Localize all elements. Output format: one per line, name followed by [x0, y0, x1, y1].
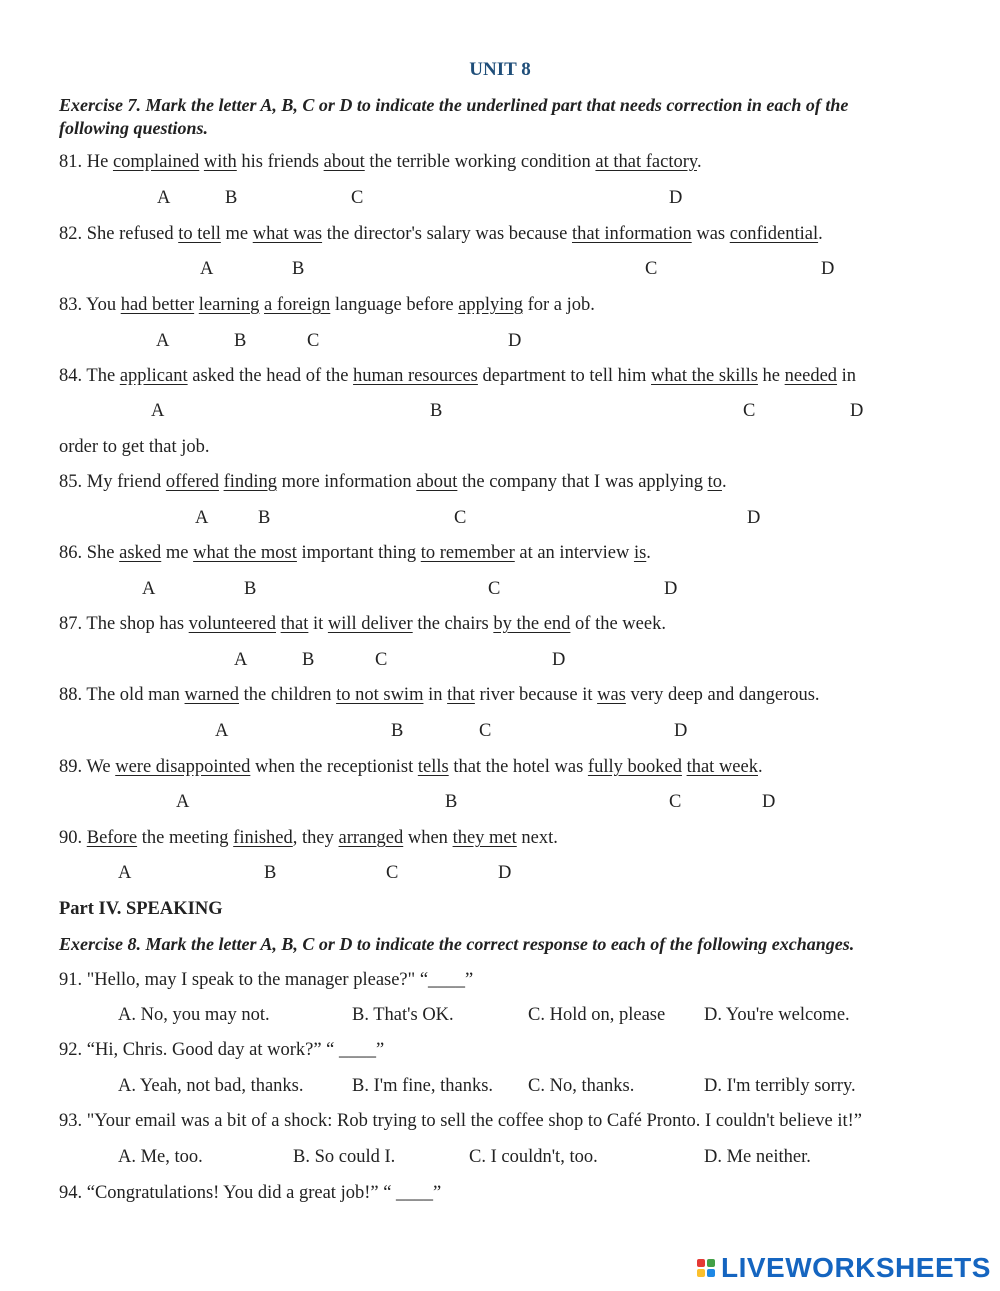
letter-d: D	[669, 188, 683, 208]
question-86	[59, 543, 651, 564]
option-d[interactable]: D. Me neither.	[704, 1147, 811, 1167]
text-segment: was	[691, 224, 730, 244]
text-segment: .	[757, 757, 763, 777]
question-94: 94. “Congratulations! You did a great job!” “ ____”	[59, 1183, 442, 1203]
underlined-part-c: will deliver	[327, 614, 413, 634]
letter-b: B	[244, 579, 257, 599]
letter-c: C	[307, 331, 320, 351]
underlined-part-d: by the end	[493, 614, 571, 634]
underlined-part-c: a foreign	[264, 295, 331, 315]
underlined-part-a: volunteered	[188, 614, 276, 634]
underlined-part-a: applicant	[119, 366, 188, 386]
underlined-part-a: Before	[86, 828, 138, 848]
underlined-part-a: had better	[120, 295, 195, 315]
question-84-continuation: order to get that job.	[59, 437, 210, 457]
underlined-part-d: is	[633, 543, 647, 563]
letter-b: B	[292, 259, 305, 279]
text-segment: the director's salary was because	[322, 224, 572, 244]
underlined-part-c: about	[323, 152, 365, 172]
letter-a: A	[142, 579, 156, 599]
question-81	[59, 152, 702, 173]
letter-a: A	[118, 863, 132, 883]
question-90	[59, 828, 558, 849]
letter-d: D	[850, 401, 864, 421]
underlined-part-b: tells	[417, 757, 449, 777]
underlined-part-b: what was	[252, 224, 323, 244]
letter-b: B	[264, 863, 277, 883]
text-segment: 88. The old man	[59, 685, 185, 705]
text-segment: me	[220, 224, 253, 244]
letter-a: A	[234, 650, 248, 670]
text-segment: that the hotel was	[448, 757, 588, 777]
letter-d: D	[552, 650, 566, 670]
text-segment: the chairs	[412, 614, 494, 634]
letter-c: C	[375, 650, 388, 670]
text-segment: the terrible working condition	[364, 152, 596, 172]
exercise7-instruction-line2: following questions.	[59, 118, 209, 138]
underlined-part-c: to remember	[420, 543, 515, 563]
text-segment: 81. He	[59, 152, 113, 172]
underlined-part-a: offered	[165, 472, 219, 492]
logo-square-yellow	[697, 1269, 705, 1277]
letter-a: A	[200, 259, 214, 279]
question-93: 93. "Your email was a bit of a shock: Rob trying to sell the coffee shop to Café Pronto. I couldn't believe it!”	[59, 1111, 862, 1131]
option-c[interactable]: C. No, thanks.	[528, 1076, 635, 1096]
text-segment: it	[308, 614, 328, 634]
option-a[interactable]: A. Me, too.	[118, 1147, 203, 1167]
option-d[interactable]: D. I'm terribly sorry.	[704, 1076, 856, 1096]
letter-b: B	[445, 792, 458, 812]
text-segment: 89. We	[59, 757, 116, 777]
text-segment: 85. My friend	[59, 472, 166, 492]
option-b[interactable]: B. So could I.	[293, 1147, 396, 1167]
question-83	[59, 295, 595, 316]
text-segment: his friends	[236, 152, 324, 172]
text-segment: in	[837, 366, 857, 386]
underlined-part-d: needed	[784, 366, 838, 386]
page-title: UNIT 8	[469, 59, 531, 80]
underlined-part-c: what the skills	[651, 366, 758, 386]
underlined-part-d: at that factory	[595, 152, 697, 172]
letter-c: C	[479, 721, 492, 741]
letter-d: D	[762, 792, 776, 812]
text-segment: of the week.	[570, 614, 666, 634]
text-segment: 84. The	[59, 366, 120, 386]
exercise7-instruction-line1: Exercise 7. Mark the letter A, B, C or D to indicate the underlined part that needs correction in each of the	[59, 95, 849, 115]
underlined-part-d: that week	[686, 757, 758, 777]
question-91: 91. "Hello, may I speak to the manager please?" “____”	[59, 970, 474, 990]
underlined-part-d: applying	[458, 295, 523, 315]
letter-b: B	[430, 401, 443, 421]
underlined-part-b: finished	[233, 828, 293, 848]
text-segment: next.	[516, 828, 558, 848]
question-82	[59, 224, 823, 245]
letter-d: D	[674, 721, 688, 741]
option-d[interactable]: D. You're welcome.	[704, 1005, 850, 1025]
option-c[interactable]: C. I couldn't, too.	[469, 1147, 598, 1167]
option-c[interactable]: C. Hold on, please	[528, 1005, 666, 1025]
underlined-part-a: asked	[119, 543, 162, 563]
text-segment: 82. She refused	[59, 224, 179, 244]
underlined-part-a: were disappointed	[115, 757, 251, 777]
text-segment: river because it	[474, 685, 598, 705]
question-84	[59, 366, 856, 387]
underlined-part-b: to not swim	[336, 685, 424, 705]
text-segment: .	[646, 543, 651, 563]
part-heading: Part IV. SPEAKING	[59, 899, 223, 919]
question-87	[59, 614, 666, 635]
letter-a: A	[176, 792, 190, 812]
underlined-part-d: to	[707, 472, 722, 492]
text-segment: 87. The shop has	[59, 614, 189, 634]
option-b[interactable]: B. I'm fine, thanks.	[352, 1076, 494, 1096]
question-85	[59, 472, 727, 493]
underlined-part-b: learning	[198, 295, 260, 315]
underlined-part-d: was	[597, 685, 626, 705]
letter-d: D	[821, 259, 835, 279]
letter-a: A	[151, 401, 165, 421]
text-segment: the children	[239, 685, 337, 705]
text-segment: the meeting	[137, 828, 234, 848]
letter-b: B	[234, 331, 247, 351]
text-segment: , they	[292, 828, 339, 848]
underlined-part-c: that	[447, 685, 475, 705]
underlined-part-b: human resources	[353, 366, 478, 386]
text-segment: 83. You	[59, 295, 121, 315]
text-segment: important thing	[296, 543, 421, 563]
underlined-part-b: that	[280, 614, 309, 634]
underlined-part-a: warned	[184, 685, 239, 705]
letter-c: C	[488, 579, 501, 599]
liveworksheets-logo[interactable]	[697, 1252, 991, 1284]
option-b[interactable]: B. That's OK.	[352, 1005, 454, 1025]
text-segment: at an interview	[514, 543, 634, 563]
exercise8-instruction: Exercise 8. Mark the letter A, B, C or D to indicate the correct response to each of the following exchanges.	[59, 934, 855, 954]
liveworksheets-logo-icon	[697, 1259, 715, 1277]
letter-a: A	[157, 188, 171, 208]
text-segment: when	[403, 828, 453, 848]
text-segment: for a job.	[522, 295, 595, 315]
underlined-part-c: fully booked	[587, 757, 682, 777]
logo-square-red	[697, 1259, 705, 1267]
text-segment: when the receptionist	[250, 757, 418, 777]
text-segment: he	[757, 366, 785, 386]
text-segment: .	[818, 224, 823, 244]
text-segment: very deep and dangerous.	[625, 685, 820, 705]
text-segment: .	[721, 472, 727, 492]
letter-a: A	[156, 331, 170, 351]
question-88	[59, 685, 820, 706]
letter-b: B	[391, 721, 404, 741]
underlined-part-a: to tell	[178, 224, 221, 244]
letter-a: A	[215, 721, 229, 741]
underlined-part-b: with	[203, 152, 237, 172]
option-a[interactable]: A. No, you may not.	[118, 1005, 270, 1025]
letter-c: C	[454, 508, 467, 528]
logo-text: LIVEWORKSHEETS	[721, 1252, 991, 1283]
question-92: 92. “Hi, Chris. Good day at work?” “ ____”	[59, 1040, 385, 1060]
letter-b: B	[225, 188, 238, 208]
logo-square-green	[707, 1259, 715, 1267]
letter-c: C	[743, 401, 756, 421]
text-segment: in	[423, 685, 448, 705]
letter-c: C	[669, 792, 682, 812]
text-segment: 90.	[59, 828, 87, 848]
option-a[interactable]: A. Yeah, not bad, thanks.	[118, 1076, 304, 1096]
letter-c: C	[351, 188, 364, 208]
question-89	[59, 757, 763, 778]
underlined-part-b: what the most	[193, 543, 297, 563]
text-segment: language before	[330, 295, 459, 315]
letter-d: D	[664, 579, 678, 599]
letter-d: D	[498, 863, 512, 883]
underlined-part-d: confidential	[729, 224, 819, 244]
text-segment: asked the head of the	[187, 366, 354, 386]
letter-c: C	[386, 863, 399, 883]
letter-d: D	[747, 508, 761, 528]
letter-d: D	[508, 331, 522, 351]
underlined-part-c: that information	[571, 224, 692, 244]
text-segment: department to tell him	[477, 366, 652, 386]
text-segment: me	[161, 543, 194, 563]
letter-c: C	[645, 259, 658, 279]
underlined-part-a: complained	[112, 152, 200, 172]
underlined-part-c: about	[416, 472, 458, 492]
letter-b: B	[302, 650, 315, 670]
letter-b: B	[258, 508, 271, 528]
underlined-part-b: finding	[223, 472, 278, 492]
letter-a: A	[195, 508, 209, 528]
underlined-part-c: arranged	[338, 828, 404, 848]
text-segment: more information	[277, 472, 417, 492]
logo-square-blue	[707, 1269, 715, 1277]
text-segment: .	[696, 152, 702, 172]
text-segment: the company that I was applying	[457, 472, 708, 492]
text-segment: 86. She	[59, 543, 120, 563]
underlined-part-d: they met	[452, 828, 517, 848]
